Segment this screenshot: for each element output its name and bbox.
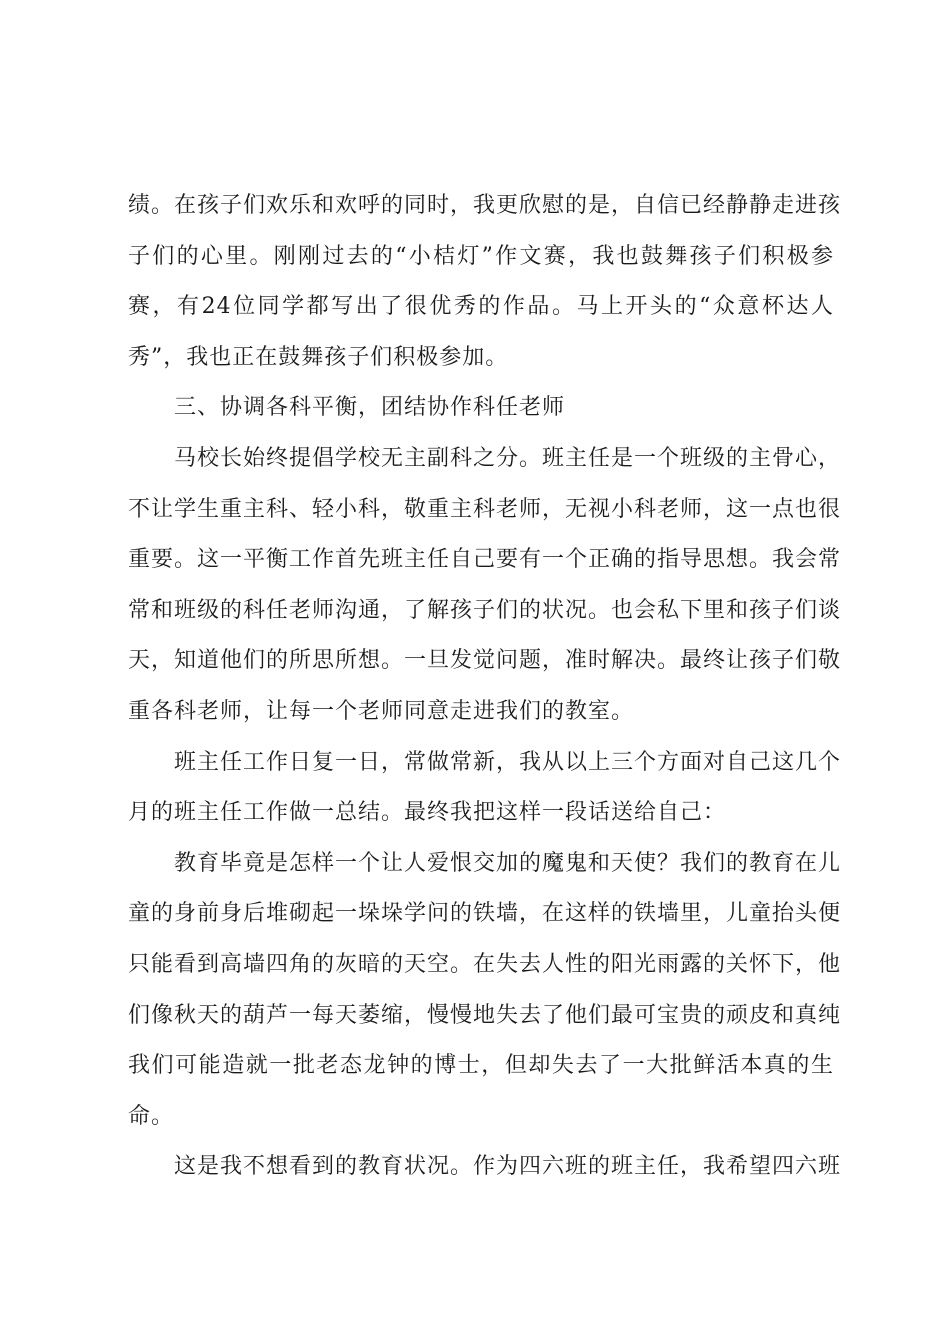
paragraph-line: 绩。在孩子们欢乐和欢呼的同时，我更欣慰的是，自信已经静静走进孩 [128,193,842,218]
paragraph-line: 重要。这一平衡工作首先班主任自己要有一个正确的指导思想。我会常 [128,547,842,573]
section-heading: 三、协调各科平衡，团结协作科任老师 [174,395,566,421]
paragraph-line: 不让学生重主科、轻小科，敬重主科老师，无视小科老师，这一点也很 [128,496,842,522]
paragraph-line: 子们的心里。刚刚过去的“小桔灯”作文赛，我也鼓舞孩子们积极参 [128,243,834,269]
paragraph-line: 们像秋天的葫芦一每天萎缩，慢慢地失去了他们最可宝贵的顽皮和真纯 [128,1002,842,1028]
paragraph-line: 马校长始终提倡学校无主副科之分。班主任是一个班级的主骨心， [174,445,842,471]
paragraph-line: 这是我不想看到的教育状况。作为四六班的班主任，我希望四六班 [174,1154,842,1180]
paragraph-line: 天，知道他们的所思所想。一旦发觉问题，准时解决。最终让孩子们敬 [128,648,842,674]
paragraph-line: 只能看到高墙四角的灰暗的天空。在失去人性的阳光雨露的关怀下，他 [128,951,842,977]
paragraph-line: 童的身前身后堆砌起一垛垛学问的铁墙，在这样的铁墙里，儿童抬头便 [128,901,842,927]
paragraph-line: 班主任工作日复一日，常做常新，我从以上三个方面对自己这几个 [174,749,842,775]
paragraph-line: 我们可能造就一批老态龙钟的博士，但却失去了一大批鲜活本真的生 [128,1053,834,1079]
paragraph-line: 赛，有24位同学都写出了很优秀的作品。马上开头的“众意杯达人 [128,294,834,320]
paragraph-line: 重各科老师，让每一个老师同意走进我们的教室。 [128,698,635,724]
paragraph-line: 命。 [128,1103,175,1129]
paragraph-line: 月的班主任工作做一总结。最终我把这样一段话送给自己： [128,800,727,826]
document-page [128,186,842,1198]
paragraph-line: 教育毕竟是怎样一个让人爱恨交加的魔鬼和天使？我们的教育在儿 [174,850,842,876]
paragraph-line: 常和班级的科任老师沟通，了解孩子们的状况。也会私下里和孩子们谈 [128,597,842,623]
paragraph-line: 秀”，我也正在鼓舞孩子们积极参加。 [128,344,509,370]
